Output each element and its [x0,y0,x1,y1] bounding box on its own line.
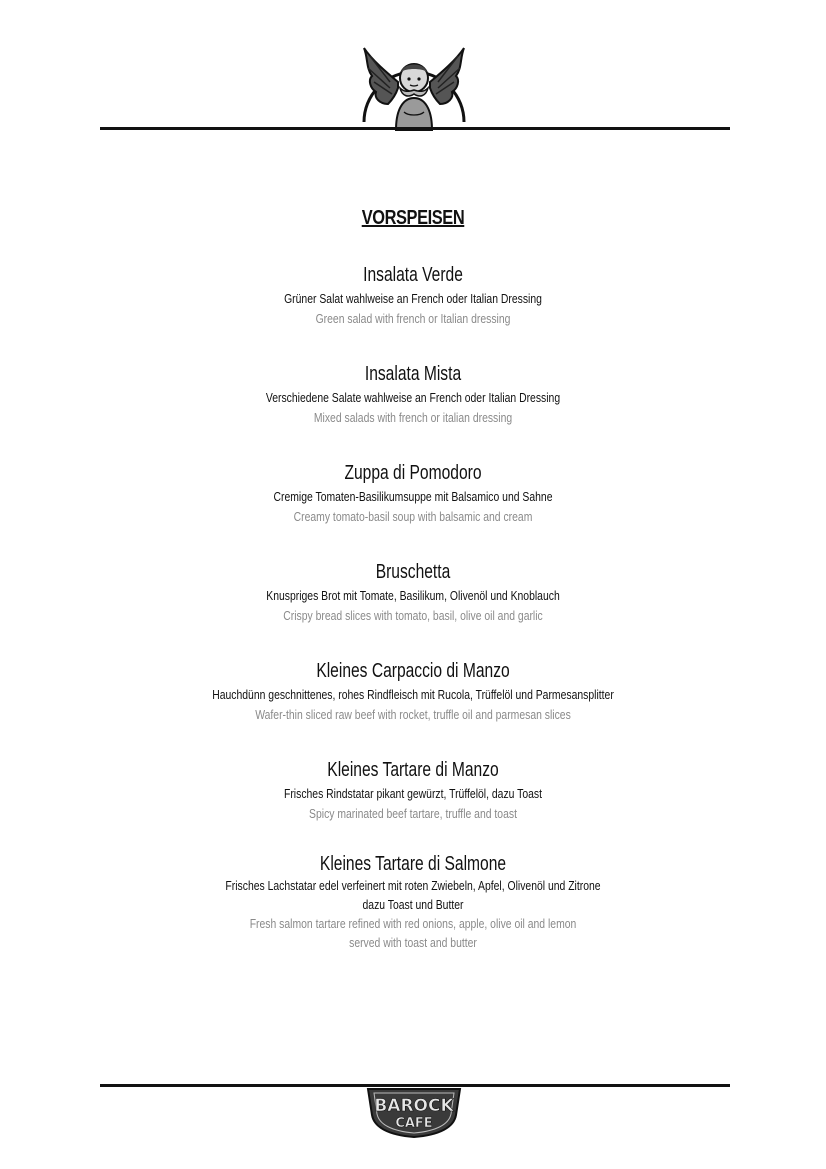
menu-item-description-en: Fresh salmon tartare refined with red onions, apple, olive oil and lemon [249,916,577,931]
menu-item-description-de: Cremige Tomaten-Basilikumsuppe mit Balsamico und Sahne [273,489,553,504]
menu-item-description-en: Creamy tomato-basil soup with balsamic and cream [293,509,533,524]
barock-cafe-logo-icon [364,1087,464,1139]
menu-item [0,263,826,329]
menu-item-name: Zuppa di Pomodoro [344,462,482,484]
menu-item-description-de: Frisches Rindstatar pikant gewürzt, Trüffelöl, dazu Toast [283,786,542,801]
menu-item-description-de: Frisches Lachstatar edel verfeinert mit roten Zwiebeln, Apfel, Olivenöl und Zitrone [225,878,601,893]
cherub-angel-icon [358,42,470,132]
logo-text-line2: CAFE [395,1116,433,1131]
menu-item-name: Insalata Mista [364,363,462,385]
menu-item [0,560,826,626]
menu-item-description-de: Hauchdünn geschnittenes, rohes Rindfleisch mit Rucola, Trüffelöl und Parmesansplitter [212,687,614,702]
menu-item [0,852,826,952]
menu-item-description-en: Spicy marinated beef tartare, truffle and toast [309,806,517,821]
menu-item-name: Insalata Verde [363,264,463,286]
menu-item-name: Kleines Tartare di Salmone [319,853,507,875]
menu-item-name: Kleines Carpaccio di Manzo [316,660,510,682]
menu-item-name: Bruschetta [375,561,451,583]
menu-item-description-de: Knuspriges Brot mit Tomate, Basilikum, Olivenöl und Knoblauch [266,588,560,603]
menu-item-description-en-line2: served with toast and butter [349,935,477,950]
menu-item [0,659,826,725]
menu-item [0,758,826,824]
header-divider [100,127,730,130]
menu-item-description-de: Verschiedene Salate wahlweise an French oder Italian Dressing [265,390,561,405]
menu-item-description-en: Crispy bread slices with tomato, basil, olive oil and garlic [283,608,543,623]
section-title: VORSPEISEN [361,207,465,229]
menu-item-description-de: Grüner Salat wahlweise an French oder Italian Dressing [284,291,542,306]
menu-item-name: Kleines Tartare di Manzo [327,759,499,781]
menu-item-description-en: Mixed salads with french or italian dressing [313,410,513,425]
logo-text-line1: BAROCK [374,1096,454,1116]
menu-item-description-en: Wafer-thin sliced raw beef with rocket, truffle oil and parmesan slices [255,707,571,722]
menu-item [0,461,826,527]
menu-item-description-de-line2: dazu Toast und Butter [362,897,464,912]
menu-item-description-en: Green salad with french or Italian dressing [315,311,511,326]
menu-item [0,362,826,428]
